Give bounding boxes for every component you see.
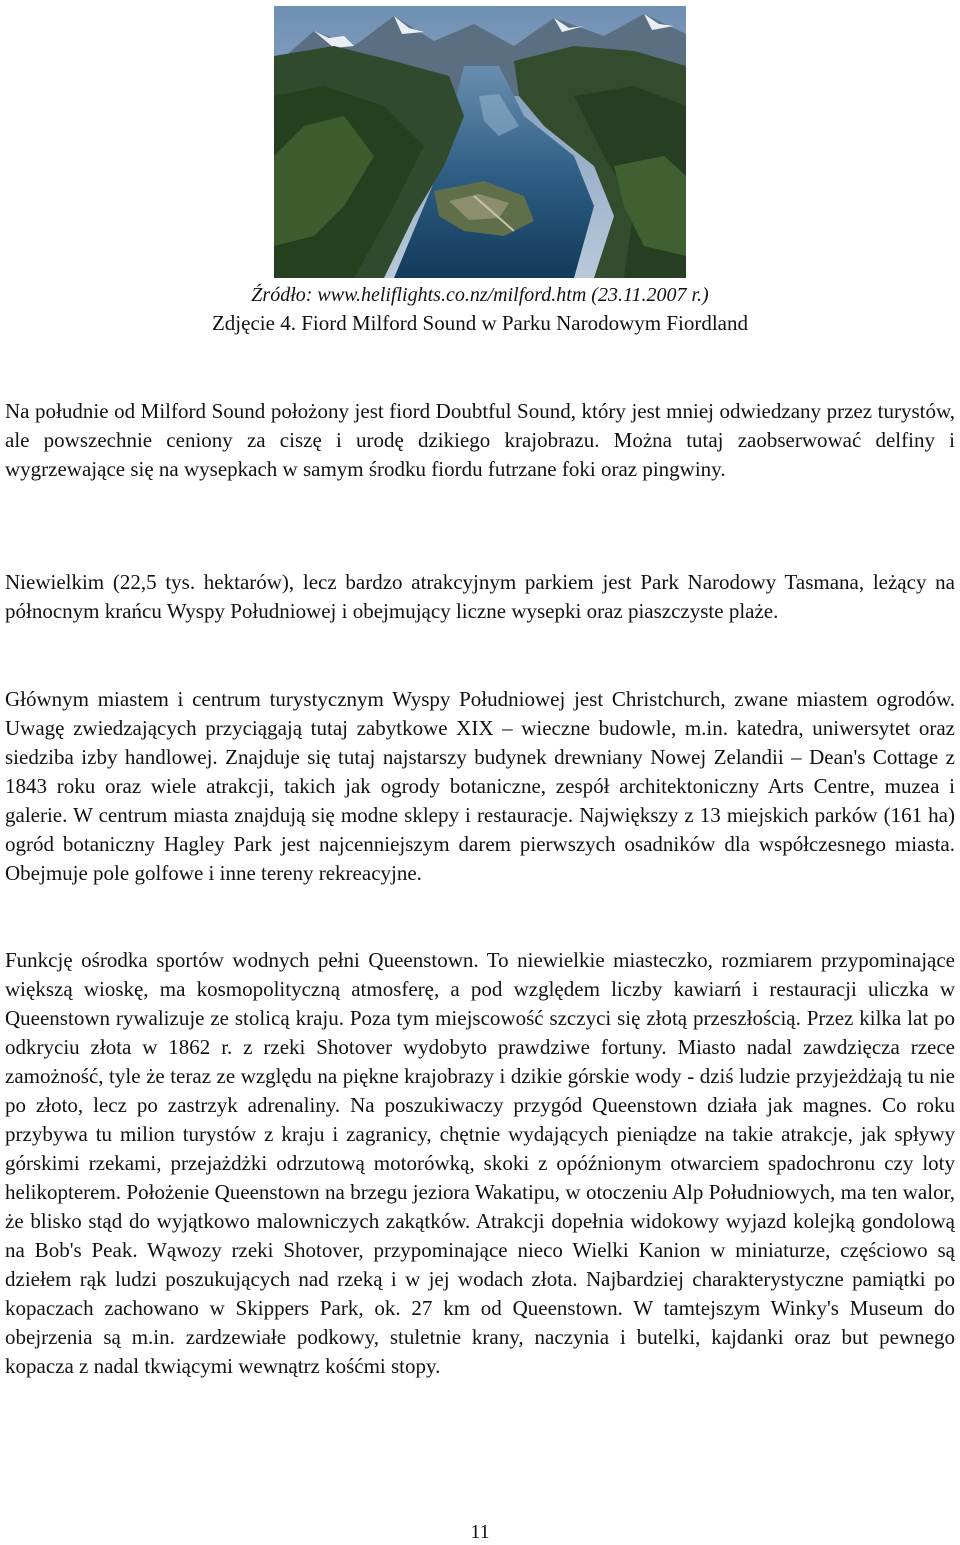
- paragraph-doubtful-sound: Na południe od Milford Sound położony jest fiord Doubtful Sound, który jest mniej odwiedzany przez turystów, ale powszechnie ceniony za ciszę i urodę dzikiego krajobrazu. Można tutaj zaobserwować delfiny i wygrzewające się na wysepkach w samym środku fiordu futrzane foki oraz pingwiny.: [5, 399, 955, 481]
- paragraph-queenstown: Funkcję ośrodka sportów wodnych pełni Queenstown. To niewielkie miasteczko, rozmiarem przypominające większą wioskę, ma kosmopolityczną atmosferę, a pod względem liczby kawiarń i restauracji uliczka w Queenstown rywalizuje ze stolicą kraju. Poza tym miejscowość szczyci się złotą przeszłością. Przez kilka lat po odkryciu złota w 1862 r. z rzeki Shotover wydobyto prawdziwe fortuny. Miasto nadal zawdzięcza rzece zamożność, tyle że teraz ze względu na piękne krajobrazy i dzikie górskie wody - dziś ludzie przyjeżdżają tu nie po złoto, lecz po zastrzyk adrenaliny. Na poszukiwaczy przygód Queenstown działa jak magnes. Co roku przybywa tu milion turystów z kraju i zagranicy, chętnie wydających pieniądze na takie atrakcje, jak spływy górskimi rzekami, przejażdżki odrzutową motorówką, skoki z opóźnionym otwarciem spadochronu czy loty helikopterem. Położenie Queenstown na brzegu jeziora Wakatipu, w otoczeniu Alp Południowych, ma ten walor, że blisko stąd do wyjątkowo malowniczych zakątków. Atrakcji dopełnia widokowy wyjazd kolejką gondolową na Bob's Peak. Wąwozy rzeki Shotover, przypominające nieco Wielki Kanion w miniaturze, częściowo są dziełem rąk ludzi poszukujących nad rzeką i w jej wodach złota. Najbardziej charakterystyczne pamiątki po kopaczach zachowano w Skippers Park, ok. 27 km od Queenstown. W tamtejszym Winky's Museum do obejrzenia są m.in. zardzewiałe podkowy, stuletnie krany, naczynia i butelki, kajdanki oraz but pewnego kopacza z nadal tkwiącymi wewnątrz kośćmi stopy.: [5, 948, 955, 1378]
- page-number: 11: [470, 1521, 490, 1543]
- fjord-photo: [274, 6, 686, 278]
- photo-caption: Zdjęcie 4. Fiord Milford Sound w Parku Narodowym Fiordland: [211, 311, 749, 335]
- fjord-aerial-image: [274, 6, 686, 278]
- photo-source: Źródło: www.heliflights.co.nz/milford.htm (23.11.2007 r.): [251, 284, 709, 306]
- paragraph-tasman-park: Niewielkim (22,5 tys. hektarów), lecz bardzo atrakcyjnym parkiem jest Park Narodowy Tasmana, leżący na północnym krańcu Wyspy Południowej i obejmujący liczne wysepki oraz piaszczyste plaże.: [5, 570, 955, 623]
- paragraph-christchurch: Głównym miastem i centrum turystycznym Wyspy Południowej jest Christchurch, zwane miastem ogrodów. Uwagę zwiedzających przyciągają tutaj zabytkowe XIX – wieczne budowle, m.in. katedra, uniwersytet oraz siedziba izby handlowej. Znajduje się tutaj najstarszy budynek drewniany Nowej Zelandii – Dean's Cottage z 1843 roku oraz wiele atrakcji, takich jak ogrody botaniczne, zespół architektoniczny Arts Centre, muzea i galerie. W centrum miasta znajdują się modne sklepy i restauracje. Największy z 13 miejskich parków (161 ha) ogród botaniczny Hagley Park jest najcenniejszym darem pierwszych osadników dla współczesnego miasta. Obejmuje pole golfowe i inne tereny rekreacyjne.: [5, 687, 955, 885]
